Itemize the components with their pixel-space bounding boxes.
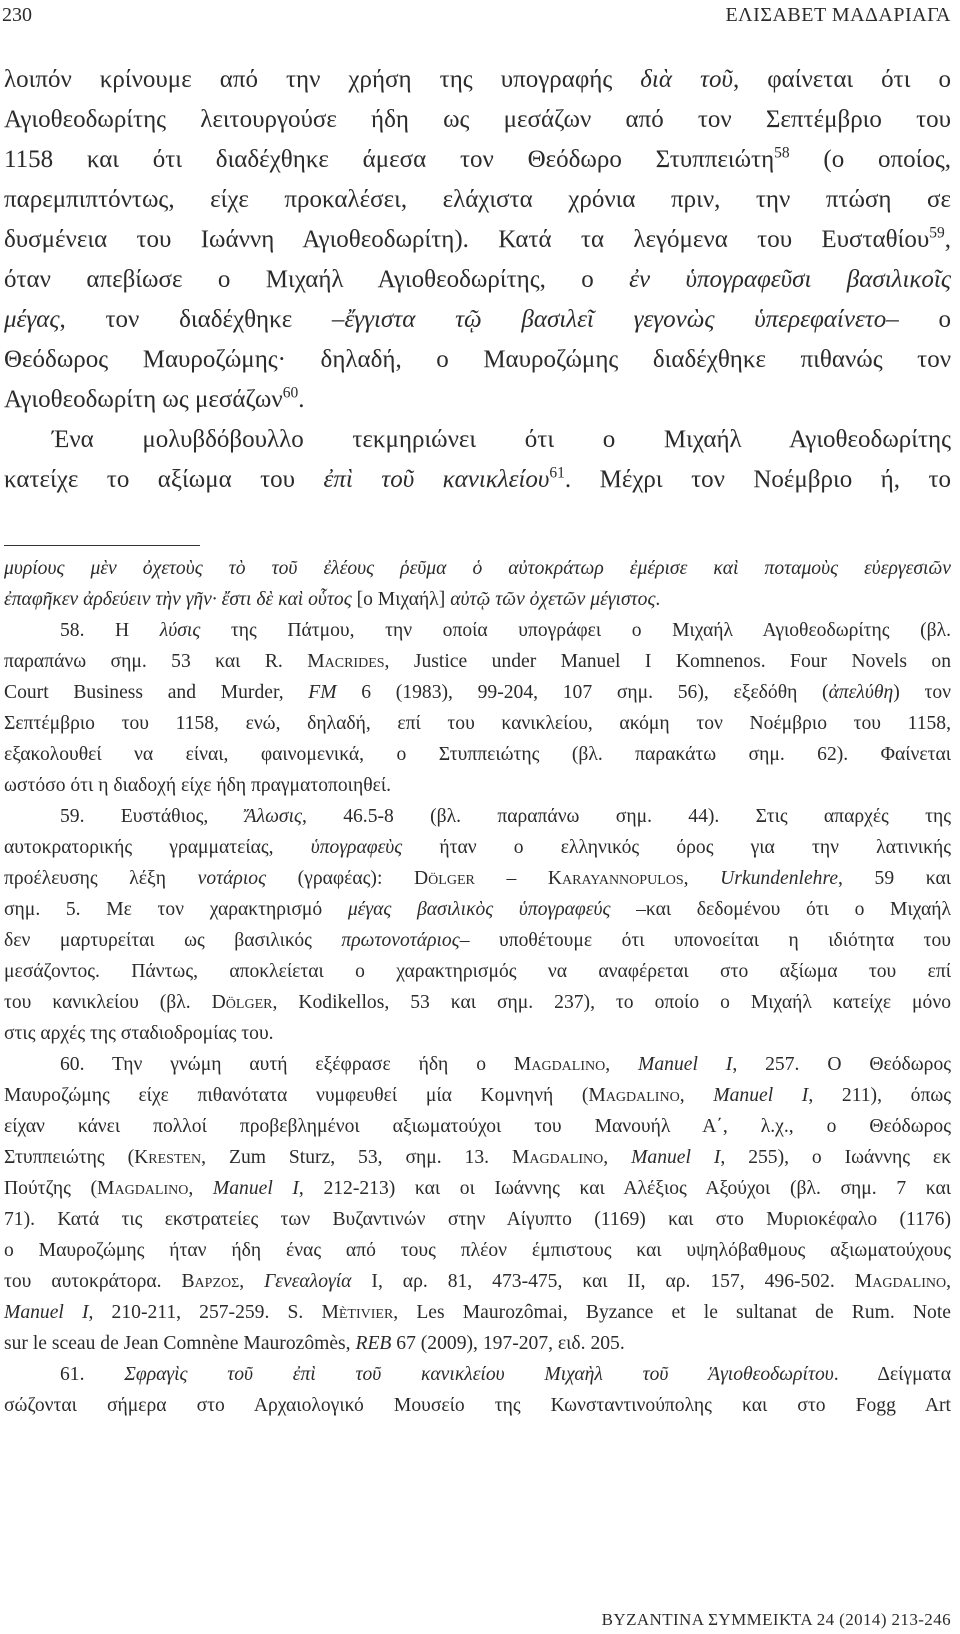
footnote-ref-59[interactable]: 59 [929,224,945,242]
footnote-line: σώζονται σήμερα στο Αρχαιολογικό Μουσείο της Κωνσταντινούπολης και στο Fogg Art [4,1395,951,1416]
footnote-line: Στυππειώτης (Kresten, Zum Sturz, 53, σημ. 13. Magdalino, Manuel I, 255), ο Ιωάννης εκ [4,1147,952,1168]
footnote-line: αυτοκρατορικής γραμματείας, ὑπογραφεὺς ήταν ο ελληνικός όρος για την λατινικής [4,837,951,858]
footnote-ref-61[interactable]: 61 [549,464,565,482]
running-footer: BYZANTINA ΣΥΜΜΕΙΚΤΑ 24 (2014) 213-246 [601,1610,951,1629]
footnotes [4,553,951,1421]
footnote-59: 59. Ευστάθιος, Ἄλωσις, 46.5-8 (βλ. παραπάνω σημ. 44). Στις απαρχές της [60,806,952,827]
footnote-line: Σεπτέμβριο του 1158, ενώ, δηλαδή, επί του κανικλείου, ακόμη τον Νοέμβριο του 1158, [4,713,951,734]
footnote-line: του κανικλείου (βλ. Dölger, Kodikellos, 53 και σημ. 237), το οποίο ο Μιχαήλ κατείχε μόνο [4,992,951,1013]
footnote-line: σημ. 5. Με τον χαρακτηρισμό μέγας βασιλικὸς ὑπογραφεύς –και δεδομένου ότι ο Μιχαήλ [4,899,952,920]
text-line: παρεμπιπτόντως, είχε προκαλέσει, ελάχιστα χρόνια πριν, την πτώση σε [4,186,951,213]
text-line: 1158 και ότι διαδέχθηκε άμεσα τον Θεόδωρο Στυππειώτη$^{58}$ (ο οποίος, [4,144,951,173]
footnote-line: προέλευσης λέξη νοτάριος (γραφέας): Dölger – Karayannopulos, Urkundenlehre, 59 και [4,868,952,889]
text-line: Ένα μολυβδόβουλλο τεκμηριώνει ότι ο Μιχαήλ Αγιοθεοδωρίτης [52,426,951,453]
running-head-author: ΕΛΙΣΑΒΕΤ ΜΑΔΑΡΙΑΓΑ [725,4,951,26]
footnote-ref-58[interactable]: 58 [774,144,790,162]
footnote-line: 71). Κατά τις εκστρατείες των Βυζαντινών στην Αίγυπτο (1169) και στο Μυριοκέφαλο (1176) [4,1209,951,1230]
footnote-ref-60[interactable]: 60 [282,384,299,402]
text-line: κατείχε το αξίωμα του ἐπὶ τοῦ κανικλείου$^{61}$. Μέχρι τον Νοέμβριο ή, το [4,464,951,493]
footnote-separator [4,545,200,546]
footnote-line: στις αρχές της σταδιοδρομίας του. [4,1023,274,1044]
footnote-line: του αυτοκράτορα. Βαρζος, Γενεαλογία Ι, αρ. 81, 473-475, και ΙΙ, αρ. 157, 496-502. Magdalino, [4,1271,952,1292]
footnote-line: μεσάζοντος. Πάντως, αποκλείεται ο χαρακτηρισμός να αναφέρεται στο αξίωμα του επί [4,961,951,982]
footnote-line: Πούτζης (Magdalino, Manuel I, 212-213) και οι Ιωάννης και Αλέξιος Αξούχοι (βλ. σημ. 7 και [4,1178,952,1199]
footnote-line: παραπάνω σημ. 53 και R. Macrides, Justice under Manuel I Komnenos. Four Novels on [4,651,952,672]
footnote-line: Court Business and Murder, FM 6 (1983), 99-204, 107 σημ. 56), εξεδόθη (ἀπελύθη) τον [4,682,951,703]
footnote-line: ἐπαφῆκεν ἀρδεύειν τὴν γῆν· ἔστι δὲ καὶ οὗτος [ο Μιχαήλ] αὐτῷ τῶν ὀχετῶν μέγιστος. [4,589,661,610]
footnote-line: Manuel I, 210-211, 257-259. S. Mètivier, Les Maurozômai, Byzance et le sultanat de Rum. Note [4,1302,951,1323]
running-header [0,2,951,28]
text-line: λοιπόν κρίνουμε από την χρήση της υπογραφής διὰ τοῦ, φαίνεται ότι ο [4,66,951,93]
footnote-61: 61. Σφραγὶς τοῦ ἐπὶ τοῦ κανικλείου Μιχαὴλ τοῦ Ἁγιοθεοδωρίτου. Δείγματα [60,1364,951,1385]
text-line: μέγας, τον διαδέχθηκε –ἔγγιστα τῷ βασιλεῖ γεγονὼς ὑπερεφαίνετο– ο [4,306,951,333]
footnote-line: είχαν κάνει πολλοί προβεβλημένοι αξιωματούχοι του Μανουήλ Α΄, λ.χ., ο Θεόδωρος [4,1116,951,1137]
footnote-line: sur le sceau de Jean Comnène Maurozômès, REB 67 (2009), 197-207, ειδ. 205. [4,1333,625,1354]
footnote-line: μυρίους μὲν ὀχετοὺς τὸ τοῦ ἐλέους ῥεῦμα ὁ αὐτοκράτωρ ἐμέρισε καὶ ποταμοὺς εὐεργεσιῶν [4,558,951,579]
text-line: δυσμένεια του Ιωάννη Αγιοθεοδωρίτη). Κατά τα λεγόμενα του Ευσταθίου$^{59}$, [4,224,951,253]
text-line: Θεόδωρος Μαυροζώμης· δηλαδή, ο Μαυροζώμης διαδέχθηκε πιθανώς τον [4,346,951,373]
footnote-line: Μαυροζώμης είχε πιθανότατα νυμφευθεί μία Κομνηνή (Magdalino, Manuel I, 211), όπως [4,1085,951,1106]
footnote-line: ωστόσο ότι η διαδοχή είχε ήδη πραγματοποιηθεί. [4,775,391,796]
page-number: 230 [2,4,32,26]
text-line: Αγιοθεοδωρίτη ως μεσάζων$^{60}$. [4,384,305,413]
footnote-line: εξακολουθεί να είναι, φαινομενικά, ο Στυππειώτης (βλ. παρακάτω σημ. 62). Φαίνεται [4,744,951,765]
footnote-58: 58. Η λύσις της Πάτμου, την οποία υπογράφει ο Μιχαήλ Αγιοθεοδωρίτης (βλ. [60,620,951,641]
footnote-line: ο Μαυροζώμης ήταν ήδη ένας από τους πλέον έμπιστους και υψηλόβαθμους αξιωματούχους [4,1240,951,1261]
footnote-60: 60. Την γνώμη αυτή εξέφρασε ήδη ο Magdalino, Manuel I, 257. Ο Θεόδωρος [60,1054,952,1075]
text-line: Αγιοθεοδωρίτης λειτουργούσε ήδη ως μεσάζων από τον Σεπτέμβριο του [4,106,951,133]
main-text [4,60,951,500]
text-line: όταν απεβίωσε ο Μιχαήλ Αγιοθεοδωρίτης, ο ἐν ὑπογραφεῦσι βασιλικοῖς [4,266,951,293]
footnote-line: δεν μαρτυρείται ως βασιλικός πρωτονοτάριος– υποθέτουμε ότι υπονοείται η ιδιότητα του [4,930,951,951]
